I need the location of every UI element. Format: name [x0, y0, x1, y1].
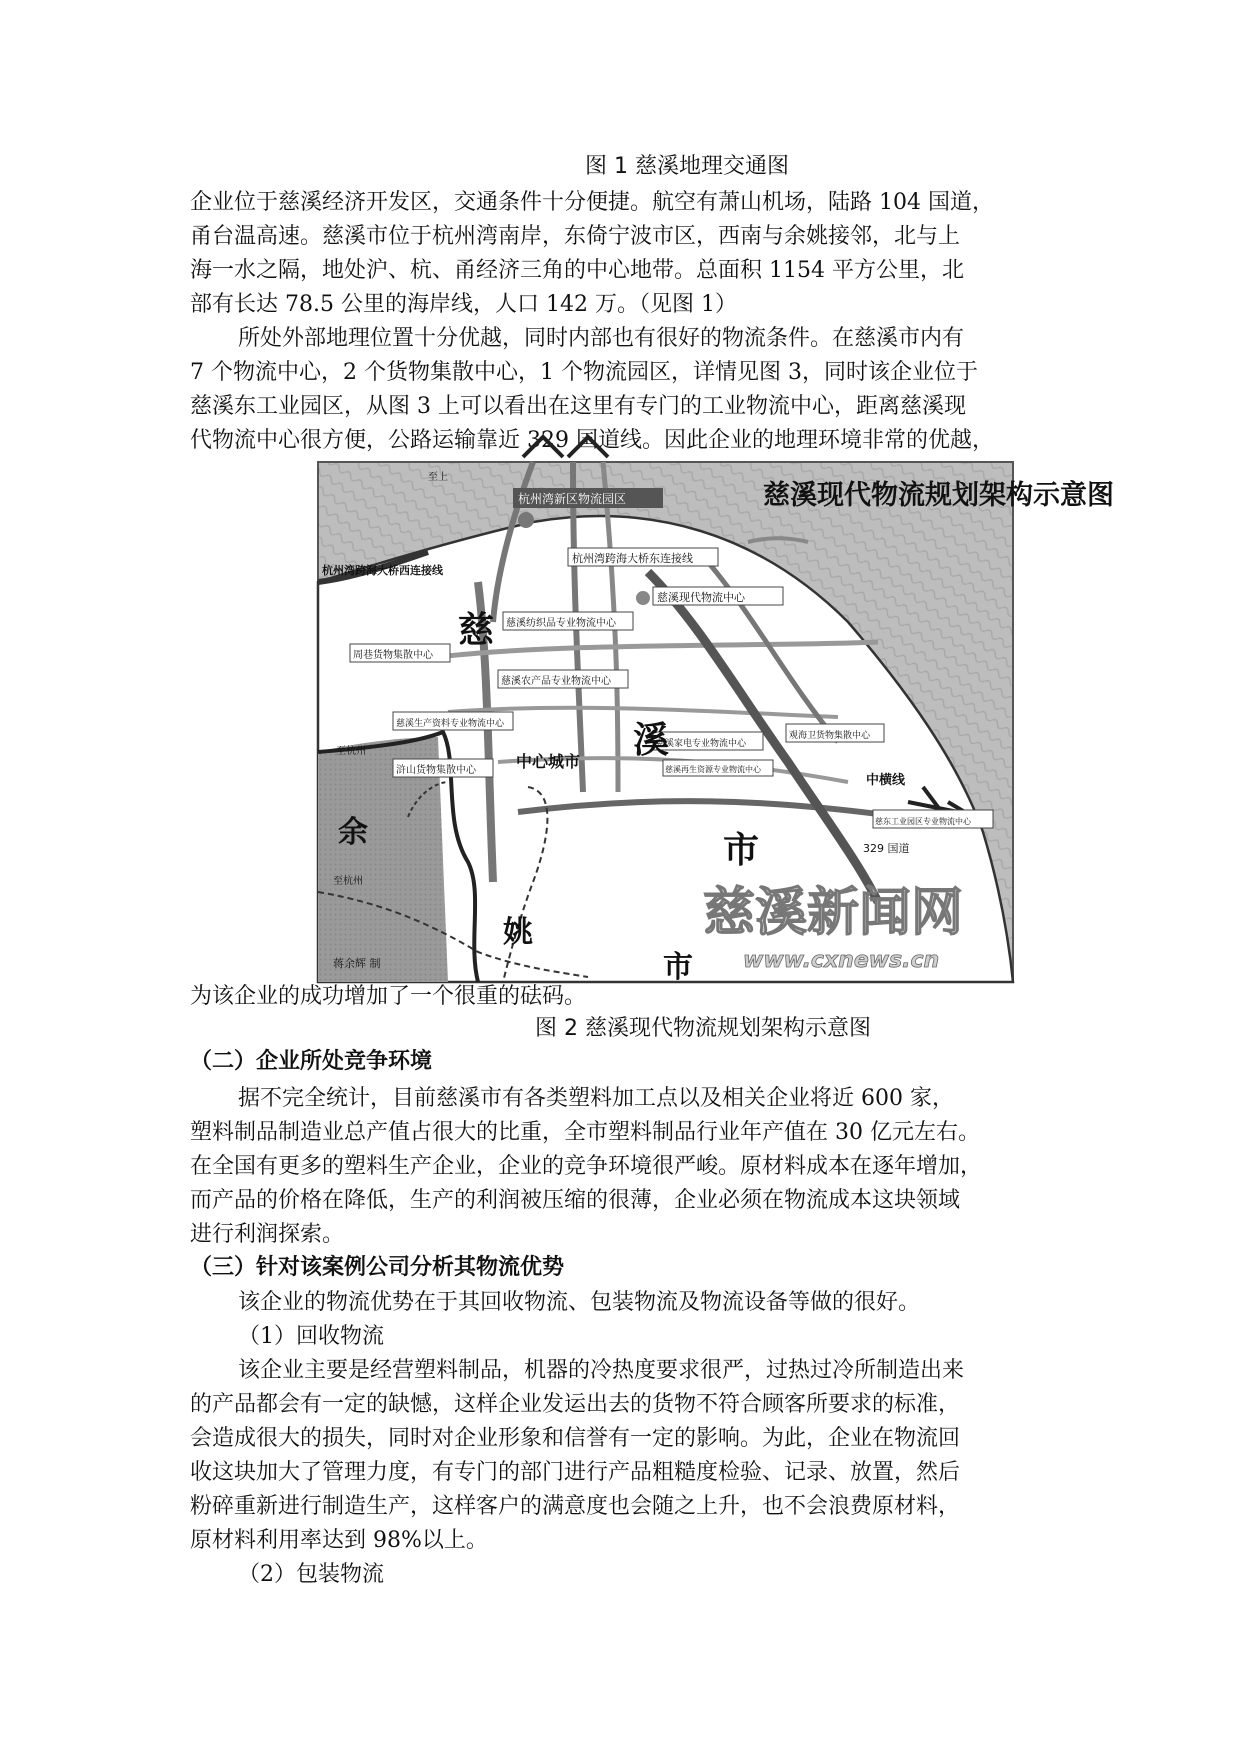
label-text: 慈溪家电专业物流中心 [656, 739, 747, 749]
text-line: 进行利润探索。 [190, 1222, 345, 1247]
text-line: 企业位于慈溪经济开发区，交通条件十分便捷。航空有萧山机场，陆路 104 国道， [190, 190, 994, 215]
text-line: 部有长达 78.5 公里的海岸线，人口 142 万。（见图 1） [190, 292, 737, 317]
section-heading-advantages: （三）针对该案例公司分析其物流优势 [190, 1255, 565, 1280]
map-big-char: 慈 [458, 610, 495, 651]
map-big-char: 溪 [633, 720, 670, 761]
section-heading-competition: （二）企业所处竞争环境 [190, 1049, 433, 1074]
text-line: 在全国有更多的塑料生产企业，企业的竞争环境很严峻。原材料成本在逐年增加， [190, 1154, 983, 1179]
label-text: 观海卫货物集散中心 [789, 731, 871, 741]
label-text: 至杭州 [333, 876, 363, 887]
label-text: 杭州湾新区物流园区 [518, 492, 627, 506]
text-line: 该企业主要是经营塑料制品，机器的冷热度要求很严，过热过冷所制造出来 [238, 1358, 965, 1383]
watermark-logo: 慈溪新闻网 [703, 883, 964, 943]
text-line: 代物流中心很方便，公路运输靠近 329 国道线。因此企业的地理环境非常的优越， [190, 428, 994, 453]
label-text: 慈溪再生资源专业物流中心 [665, 765, 761, 774]
text-line: 为该企业的成功增加了一个很重的砝码。 [190, 984, 587, 1009]
text-line: 该企业的物流优势在于其回收物流、包装物流及物流设备等做的很好。 [238, 1290, 921, 1315]
label-park [513, 488, 663, 508]
text-line: 7 个物流中心，2 个货物集散中心，1 个物流园区，详情见图 3，同时该企业位于 [190, 360, 978, 385]
text-line: 的产品都会有一定的缺憾，这样企业发运出去的货物不符合顾客所要求的标准， [190, 1392, 961, 1417]
label-text: 中心城市 [516, 752, 581, 771]
paragraph-continuation [190, 980, 1050, 1014]
map-big-char: 余 [338, 815, 368, 850]
text-line: 原材料利用率达到 98%以上。 [190, 1528, 488, 1553]
logistics-planning-map [318, 462, 1114, 985]
label-text: 慈溪生产资料专业物流中心 [396, 719, 505, 729]
paragraph-logistics-conditions [190, 322, 1050, 458]
figure-2-caption: 图 2 慈溪现代物流规划架构示意图 [535, 1016, 871, 1041]
label-text: 至杭州 [336, 746, 366, 757]
text-line: 所处外部地理位置十分优越，同时内部也有很好的物流条件。在慈溪市内有 [238, 326, 965, 351]
text-line: 收这块加大了管理力度，有专门的部门进行产品粗糙度检验、记录、放置，然后 [190, 1460, 961, 1485]
label-text: 周巷货物集散中心 [353, 650, 433, 661]
label-text: 中横线 [866, 773, 906, 788]
label-text: 慈溪现代物流中心 [657, 591, 745, 604]
paragraph-advantages [190, 1286, 1050, 1592]
label-text: 慈溪纺织品专业物流中心 [506, 618, 616, 629]
paragraph-competition [190, 1082, 1050, 1252]
map-big-char: 市 [723, 830, 760, 871]
text-line: 甬台温高速。慈溪市位于杭州湾南岸，东倚宁波市区，西南与余姚接邻，北与上 [190, 224, 961, 249]
text-line: 而产品的价格在降低，生产的利润被压缩的很薄，企业必须在物流成本这块领域 [190, 1188, 961, 1213]
label-text: 杭州湾跨海大桥西连接线 [322, 564, 443, 577]
watermark-url: www.cxnews.cn [743, 948, 940, 973]
paragraph-location [190, 186, 1050, 322]
label-text: 慈溪农产品专业物流中心 [501, 676, 611, 687]
subheading-packaging: （2）包装物流 [238, 1562, 384, 1587]
label-text: 浒山货物集散中心 [396, 765, 476, 776]
figure-1-caption: 图 1 慈溪地理交通图 [585, 154, 789, 179]
text-line: 慈溪东工业园区，从图 3 上可以看出在这里有专门的工业物流中心，距离慈溪现 [190, 394, 966, 419]
text-line: 塑料制品制造业总产值占很大的比重，全市塑料制品行业年产值在 30 亿元左右。 [190, 1120, 980, 1145]
label-text: 杭州湾跨海大桥东连接线 [572, 552, 693, 565]
map-big-char: 市 [663, 950, 693, 985]
map-title: 慈溪现代物流规划架构示意图 [763, 480, 1114, 511]
map-marker [636, 591, 650, 605]
text-line: 海一水之隔，地处沪、杭、甬经济三角的中心地带。总面积 1154 平方公里，北 [190, 258, 964, 283]
subheading-recycling: （1）回收物流 [238, 1324, 384, 1349]
label-text: 至上 [428, 472, 448, 483]
text-line: 会造成很大的损失，同时对企业形象和信誉有一定的影响。为此，企业在物流回 [190, 1426, 961, 1451]
text-line: 粉碎重新进行制造生产，这样客户的满意度也会随之上升，也不会浪费原材料， [190, 1494, 961, 1519]
map-marker [518, 512, 534, 528]
text-line: 据不完全统计，目前慈溪市有各类塑料加工点以及相关企业将近 600 家， [238, 1086, 954, 1111]
label-text: 蒋余辉 制 [333, 957, 381, 970]
label-text: 329 国道 [863, 842, 910, 855]
label-text: 慈东工业园区专业物流中心 [875, 817, 971, 826]
map-big-char: 姚 [503, 915, 533, 950]
